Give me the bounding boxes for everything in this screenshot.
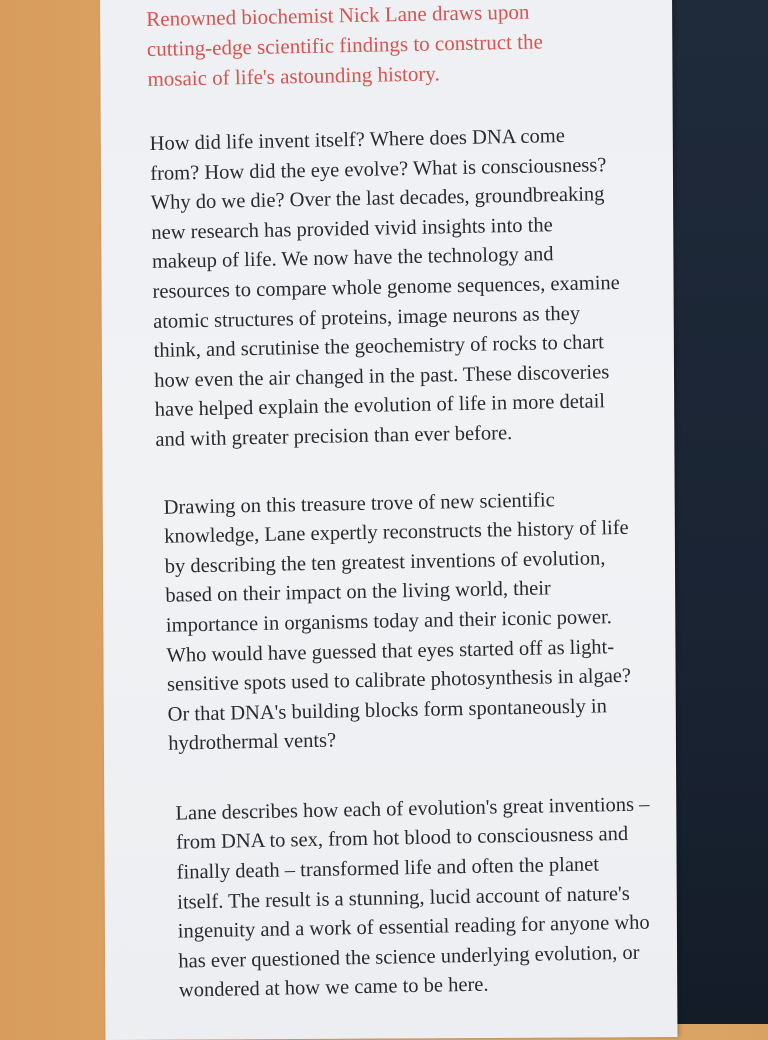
text-line: resources to compare whole genome sequences, examine xyxy=(152,271,620,303)
text-line: sensitive spots used to calibrate photosynthesis in algae? xyxy=(166,664,632,696)
intro-paragraph xyxy=(146,0,648,94)
text-line: and with greater precision than ever before. xyxy=(155,421,513,451)
text-line: hydrothermal vents? xyxy=(167,729,337,755)
text-line: Why do we die? Over the last decades, groundbreaking xyxy=(150,183,605,215)
body-paragraph-questions xyxy=(149,120,654,455)
text-line: importance in organisms today and their iconic power. xyxy=(165,606,613,637)
text-line: based on their impact on the living world, their xyxy=(165,577,551,608)
text-line: from? How did the eye evolve? What is consciousness? xyxy=(150,153,607,185)
text-line: ingenuity and a work of essential reading for anyone who xyxy=(177,911,650,943)
text-line: itself. The result is a stunning, lucid account of nature's xyxy=(177,882,630,914)
text-line: Lane describes how each of evolution's great inventions – xyxy=(175,793,650,825)
dark-background xyxy=(668,0,768,1024)
text-line: think, and scrutinise the geochemistry of rocks to chart xyxy=(153,331,605,363)
text-line: wondered at how we came to be here. xyxy=(178,974,489,1002)
text-line: new research has provided vivid insights into the xyxy=(151,214,553,244)
text-line: atomic structures of proteins, image neurons as they xyxy=(152,302,581,333)
text-line: how even the air changed in the past. These discoveries xyxy=(154,360,610,392)
text-line: Who would have guessed that eyes started off as light- xyxy=(166,635,615,667)
text-line: Renowned biochemist Nick Lane draws upon xyxy=(146,0,530,31)
text-line: have helped explain the evolution of life in more detail xyxy=(154,390,606,422)
text-line: knowledge, Lane expertly reconstructs the history of life xyxy=(164,516,629,548)
text-line: cutting-edge scientific findings to construct the xyxy=(146,29,544,61)
text-line: has ever questioned the science underlying evolution, or xyxy=(178,941,640,973)
text-line: mosaic of life's astounding history. xyxy=(147,61,440,91)
body-paragraph-inventions xyxy=(163,484,660,760)
text-line: from DNA to sex, from hot blood to consciousness and xyxy=(175,823,629,855)
cover-text xyxy=(146,0,665,1007)
body-paragraph-conclusion xyxy=(175,790,665,1006)
text-line: Or that DNA's building blocks form spontaneously in xyxy=(167,694,608,726)
text-line: Drawing on this treasure trove of new scientific xyxy=(163,488,555,519)
text-line: makeup of life. We now have the technology and xyxy=(151,243,554,274)
text-line: finally death – transformed life and often the planet xyxy=(176,853,600,884)
text-line: How did life invent itself? Where does DNA come xyxy=(149,124,566,155)
text-line: by describing the ten greatest inventions of evolution, xyxy=(164,547,606,578)
